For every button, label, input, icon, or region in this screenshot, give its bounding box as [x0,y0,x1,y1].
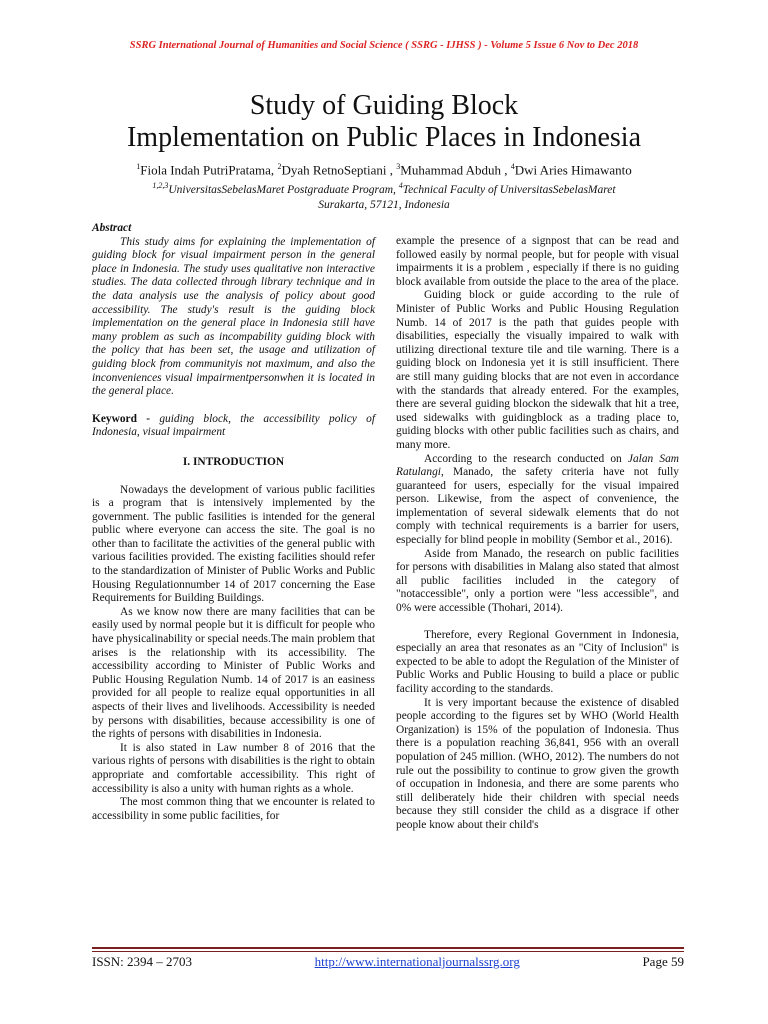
body-paragraph: example the presence of a signpost that can be read and followed easily by normal people, but for people with visual impairments it is a problem , especially if there is no guiding block available from outside the place to the area of the place. [396,235,679,288]
keyword-text: guiding block, the accessibility policy of Indonesia, visual impairment [92,412,376,439]
keyword-line [92,413,375,440]
body-paragraph: As we know now there are many facilities that can be easily used by normal people but it is difficult for people who have physicalinability or special needs.The main problem that arises is the relationship with its accessibility. The accessibility according to Minister of Public Works and Public Housing Regulation Numb. 14 of 2017 is an easiness provided for all people to realize equal opportunities in all aspects of their lives and livelihoods. Accessibility is needed by persons with disabilities, because accessibility is one of the rights of persons with disabilities in Indonesia. [92,605,375,741]
author-name: Muhammad Abduh , [400,162,511,178]
author-sup: 3 [396,162,401,171]
paragraph-text: , Manado, the safety criteria have not fully guaranteed for users, especially for the visual impaired person. Likewise, from the aspect of convenience, the implementation of several sidewalk elements that do not comply with technical requirements is a barrier for users, especially for blind people in mobility (Sembor et al., 2016). [396,466,679,547]
abstract-body: This study aims for explaining the implementation of guiding block for visual impairment person in the general place in Indonesia. The study uses qualitative non interactive studies. The data collected through library technique and in the data analysis use the analysis of policy about good accessibility. The study's result is the guiding block implementation on the general place in Indonesia still have many problem as such as incompability guiding block with the policy that has been set, the usage and utilization of guiding block from communityis not maximum, and also the inconveniences visual impairmentpersonwhen it is located in the general place. [92,235,375,398]
affiliation-sup: 4 [398,181,403,190]
affiliation-line-1 [0,178,768,198]
body-paragraph: Guiding block or guide according to the rule of Minister of Public Works and Public Housing Regulation Numb. 14 of 2017 is the path that guides people with disabilities, especially the visually impaired to walk with utilizing directional texture tile and tile warning. There is a guiding block on Indonesia yet it is still insufficient. There are still many guiding blocks that are not even in accordance with the standards that already entered. For the examples, there are several guiding blockon the sidewalk that hit a tree, used sidewalks with guidingblock as a trading place to, guiding blocks with other public facilities such as chairs, and many more. [396,289,679,451]
page-number: Page 59 [642,954,684,969]
footer-rule [92,947,684,949]
keyword-label: Keyword - [92,412,160,425]
right-column [396,235,679,833]
page-footer [92,953,684,971]
author-list [0,162,768,178]
body-paragraph: Nowadays the development of various public facilities is a program that is intensively implemented by the government. The public fasilities is intended for the general public where everyone can access the site. The goal is no other than to facilitate the activities of the general public with various facilities provided. The existing facilities should refer to the standardization of Minister of Public Works and Public Housing Regulationnumber 14 of 2017 concerning the Ease Requirements for Building Buildings. [92,483,375,605]
affiliation-line-2: Surakarta, 57121, Indonesia [318,198,450,211]
journal-link[interactable]: http://www.internationaljournalssrg.org [314,954,520,969]
author-sup: 2 [277,162,282,171]
author-sup: 4 [510,162,515,171]
body-paragraph: It is also stated in Law number 8 of 2016 that the various rights of persons with disabilities is the right to obtain appropriate and comfortable accessibility. This right of accessibility is also a unity with human rights as a whole. [92,741,375,795]
author-sup: 1 [136,162,141,171]
body-paragraph [396,453,679,548]
section-heading: I. INTRODUCTION [182,455,285,468]
street-name: Jalan Sam Ratulangi [396,452,679,479]
title-line-2: Implementation on Public Places in Indonesia [126,122,641,153]
abstract-heading: Abstract [92,222,132,234]
title-line-1: Study of Guiding Block [249,90,519,121]
affiliation-sup: 1,2,3 [152,181,169,190]
body-paragraph: The most common thing that we encounter is related to accessibility in some public facilities, for [92,796,375,822]
author-name: Dyah RetnoSeptiani , [281,162,397,178]
journal-header: SSRG International Journal of Humanities and Social Science ( SSRG - IJHSS ) - Volume 5 Issue 6 Nov to Dec 2018 [129,40,639,51]
author-name: Dwi Aries Himawanto [514,162,632,178]
body-paragraph: Aside from Manado, the research on public facilities for persons with disabilities in Malang also stated that almost all public facilities included in the category of "notaccessible", only a portion were "less accessible", and 0% were accessible (Thohari, 2014). [396,547,679,615]
left-column [92,222,375,823]
affiliation-text: Technical Faculty of UniversitasSebelasMaret [402,183,616,196]
affiliation [0,178,768,213]
author-name: Fiola Indah PutriPratama, [140,162,278,178]
body-paragraph: It is very important because the existence of disabled people according to the figures set by WHO (World Health Organization) is 15% of the population of Indonesia. Thus there is a population reaching 36,841, 956 with an overall population of 245 million. (WHO, 2012). The numbers do not rule out the possibility to continue to grow given the growth of occupation in Indonesia, and there are some parents who still deliberately hide their children with special needs because they still consider the child as a disgrace if other people know about their child's [396,696,679,831]
affiliation-text: UniversitasSebelasMaret Postgraduate Program, [168,183,399,196]
body-paragraph: Therefore, every Regional Government in Indonesia, especially an area that resonates as an "City of Inclusion" is expected to be able to adopt the Regulation of the Minister of Public Works and Public Housing to build a place or public facility according to the standards. [396,628,679,695]
issn: ISSN: 2394 – 2703 [92,954,193,969]
paragraph-text: According to the research conducted on [424,452,628,465]
footer-rule-thin [92,951,684,952]
paper-title [0,90,768,154]
